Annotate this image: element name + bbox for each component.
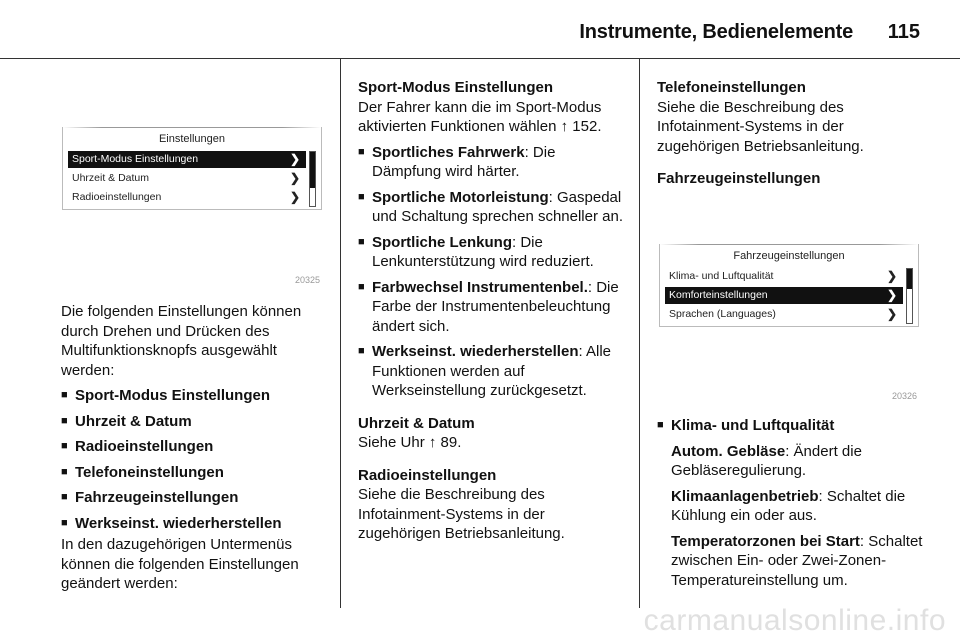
section-heading: Radioeinstellungen bbox=[358, 466, 497, 484]
square-bullet-icon: ■ bbox=[358, 190, 365, 203]
description: : Die Dämpfung wird härter. bbox=[372, 143, 556, 180]
menu-row bbox=[665, 306, 903, 323]
display-title: Einstellungen bbox=[158, 133, 226, 145]
watermark: carmanualsonline.info bbox=[643, 604, 946, 637]
chevron-right-icon: ❯ bbox=[886, 269, 897, 283]
square-bullet-icon: ■ bbox=[61, 414, 68, 427]
description: : Alle Funktionen werden auf Werkseinstellung zurückgesetzt. bbox=[372, 343, 612, 399]
menu-row-label: Radioeinstellungen bbox=[72, 191, 162, 203]
column-3-top bbox=[657, 78, 929, 189]
list-item bbox=[657, 416, 929, 436]
menu-row-label: Sprachen (Languages) bbox=[669, 308, 776, 320]
display-frame bbox=[659, 244, 919, 327]
list-item-text: Fahrzeugeinstellungen bbox=[75, 489, 239, 506]
square-bullet-icon: ■ bbox=[358, 145, 365, 158]
cross-reference-icon: ↑ bbox=[428, 434, 437, 451]
square-bullet-icon: ■ bbox=[657, 419, 664, 431]
description: : Die Lenkunterstützung wird reduziert. bbox=[372, 233, 594, 270]
section-heading: Telefoneinstellungen bbox=[657, 79, 806, 96]
list-item bbox=[61, 463, 333, 483]
reference-page: 89. bbox=[440, 434, 462, 451]
square-bullet-icon: ■ bbox=[358, 345, 365, 357]
list-item bbox=[358, 342, 626, 401]
column-divider-2 bbox=[639, 59, 640, 608]
chevron-right-icon: ❯ bbox=[886, 307, 897, 321]
display-frame bbox=[62, 127, 322, 210]
term: Sportliche Motorleistung bbox=[372, 188, 549, 206]
term: Autom. Gebläse bbox=[671, 442, 786, 460]
figure-settings-menu bbox=[60, 77, 322, 289]
menu-row bbox=[665, 268, 903, 285]
term: Werkseinst. wiederherstellen bbox=[372, 343, 579, 360]
column-2 bbox=[358, 78, 626, 544]
sub-item bbox=[657, 487, 929, 526]
chevron-right-icon: ❯ bbox=[289, 152, 300, 166]
page-number: 115 bbox=[887, 21, 920, 43]
list-item-text: Telefoneinstellungen bbox=[75, 463, 224, 481]
section-heading: Sport-Modus Einstellungen bbox=[358, 79, 553, 96]
square-bullet-icon: ■ bbox=[358, 235, 365, 248]
scrollbar-thumb bbox=[310, 152, 315, 188]
section-heading: Uhrzeit & Datum bbox=[358, 414, 475, 432]
paragraph-text: Siehe Uhr bbox=[358, 434, 425, 451]
figure-number: 20326 bbox=[891, 391, 917, 401]
column-divider-1 bbox=[340, 59, 341, 608]
paragraph-text: Der Fahrer kann die im Sport-Modus aktivierten Funktionen wählen bbox=[358, 98, 602, 135]
sub-item bbox=[657, 532, 929, 591]
paragraph bbox=[358, 98, 626, 137]
list-item bbox=[61, 412, 333, 432]
sub-item bbox=[657, 442, 929, 481]
menu-row-label: Sport-Modus Einstellungen bbox=[72, 153, 199, 165]
column-1 bbox=[61, 302, 333, 594]
outro-paragraph: In den dazugehörigen Untermenüs können die folgenden Einstellungen geändert werden: bbox=[61, 536, 299, 592]
menu-row-label: Klima- und Luftqualität bbox=[669, 270, 774, 282]
figure-number: 20325 bbox=[294, 275, 320, 285]
term: Sportliche Lenkung bbox=[372, 233, 513, 251]
list-item-text: Klima- und Luftqualität bbox=[671, 417, 835, 434]
menu-row bbox=[68, 170, 306, 187]
menu-row-selected bbox=[665, 287, 903, 304]
figure-vehicle-settings-menu bbox=[657, 192, 919, 404]
square-bullet-icon: ■ bbox=[358, 280, 365, 293]
list-item bbox=[358, 233, 626, 272]
menu-row-label: Komforteinstellungen bbox=[669, 289, 768, 301]
paragraph: Siehe die Beschreibung des Infotainment-Systems in der zugehörigen Betriebsanleitung. bbox=[358, 486, 565, 542]
chevron-right-icon: ❯ bbox=[289, 190, 300, 204]
section-heading: Fahrzeugeinstellungen bbox=[657, 170, 821, 187]
cross-reference-icon: ↑ bbox=[560, 118, 569, 135]
square-bullet-icon: ■ bbox=[61, 465, 68, 478]
list-item bbox=[61, 514, 333, 534]
description: : Schaltet zwischen Ein- oder Zwei-Zonen-Temperatureinstellung um. bbox=[671, 532, 923, 589]
scrollbar-thumb bbox=[907, 269, 912, 289]
list-item bbox=[61, 488, 333, 508]
column-3-bottom bbox=[657, 416, 929, 590]
description: : Die Farbe der Instrumentenbeleuchtung ändert sich. bbox=[372, 278, 619, 335]
list-item bbox=[358, 278, 626, 337]
menu-row-label: Uhrzeit & Datum bbox=[72, 172, 150, 184]
scrollbar bbox=[906, 268, 913, 324]
square-bullet-icon: ■ bbox=[61, 440, 68, 452]
list-item-text: Uhrzeit & Datum bbox=[75, 412, 192, 430]
list-item-text: Werkseinst. wiederherstellen bbox=[75, 514, 282, 532]
menu-row bbox=[68, 189, 306, 206]
header-rule bbox=[0, 58, 960, 59]
term: Klimaanlagenbetrieb bbox=[671, 487, 819, 505]
term: Sportliches Fahrwerk bbox=[372, 143, 525, 161]
square-bullet-icon: ■ bbox=[61, 516, 68, 529]
chevron-right-icon: ❯ bbox=[289, 171, 300, 185]
reference-page: 152. bbox=[572, 118, 602, 135]
list-item bbox=[61, 386, 333, 406]
display-title: Fahrzeugeinstellungen bbox=[733, 250, 845, 262]
menu-row-selected bbox=[68, 151, 306, 168]
list-item bbox=[358, 188, 626, 227]
list-item-text: Radioeinstellungen bbox=[75, 438, 214, 455]
description: : Schaltet die Kühlung ein oder aus. bbox=[671, 487, 906, 524]
description: : Gaspedal und Schaltung sprechen schneller an. bbox=[372, 188, 624, 225]
square-bullet-icon: ■ bbox=[61, 491, 68, 503]
description: : Ändert die Gebläseregulierung. bbox=[671, 442, 862, 479]
paragraph: Siehe die Beschreibung des Infotainment-Systems in der zugehörigen Betriebsanleitung. bbox=[657, 98, 864, 155]
chevron-right-icon: ❯ bbox=[886, 288, 897, 302]
scrollbar bbox=[309, 151, 316, 207]
square-bullet-icon: ■ bbox=[61, 389, 68, 401]
intro-paragraph: Die folgenden Einstellungen können durch Drehen und Drücken des Multifunktionsknopfs ausgewählt werden: bbox=[61, 303, 302, 379]
page-header-title: Instrumente, Bedienelemente bbox=[579, 21, 853, 43]
list-item-text: Sport-Modus Einstellungen bbox=[75, 387, 270, 404]
list-item bbox=[358, 143, 626, 182]
term: Farbwechsel Instrumentenbel. bbox=[372, 278, 588, 296]
term: Temperatorzonen bei Start bbox=[671, 532, 860, 550]
list-item bbox=[61, 437, 333, 457]
paragraph bbox=[358, 433, 626, 453]
